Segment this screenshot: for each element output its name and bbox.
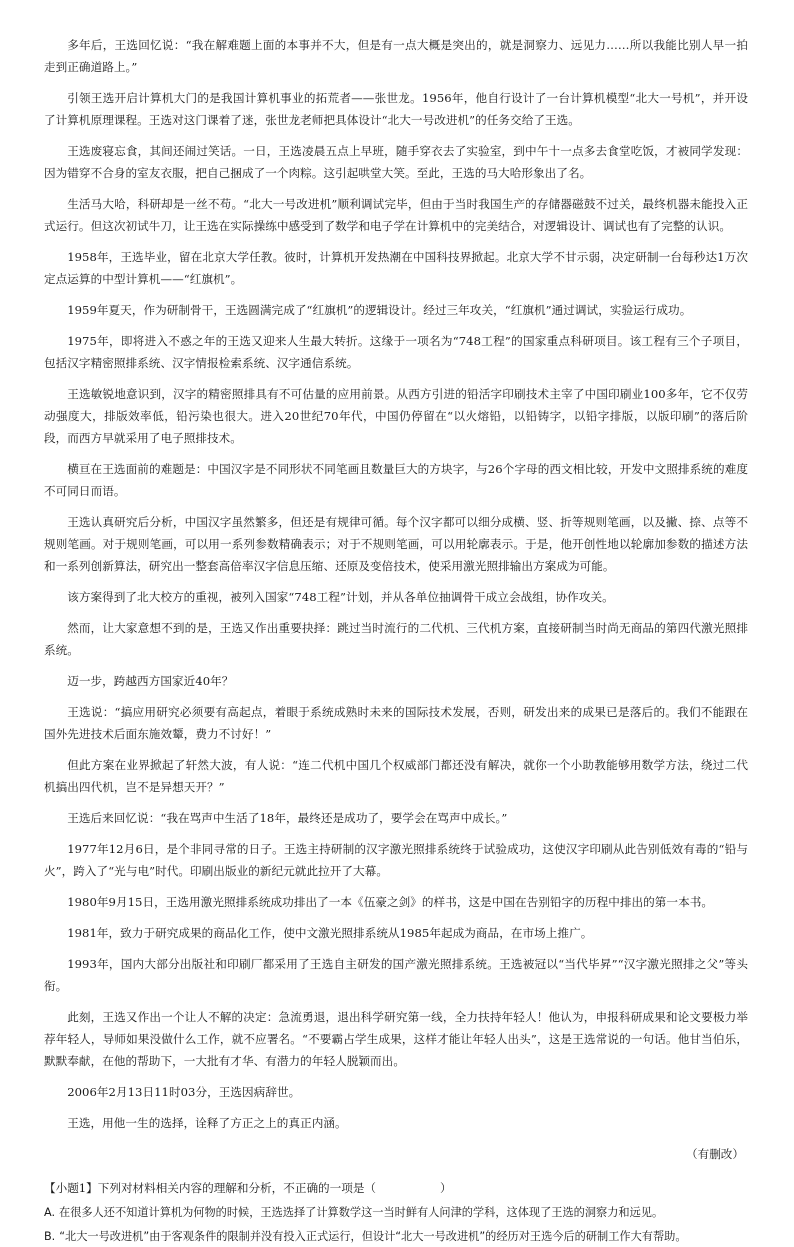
paragraph: 但此方案在业界掀起了轩然大波，有人说：“连二代机中国几个权威部门都还没有解决，就你一个小助教能够用数学方法，绕过二代机搞出四代机，岂不是异想天开？” [44, 758, 748, 794]
paragraph: 然而，让大家意想不到的是，王选又作出重要抉择：跳过当时流行的二代机、三代机方案，直接研制当时尚无商品的第四代激光照排系统。 [44, 621, 748, 657]
paragraph: 王选敏锐地意识到，汉字的精密照排具有不可估量的应用前景。从西方引进的铅活字印刷技术主宰了中国印刷业100多年，它不仅劳动强度大，排版效率低，铅污染也很大。进入20世纪70年代，中国仍停留在“以火熔铅，以铅铸字，以铅字排版，以版印刷”的落后阶段，而西方早就采用了电子照排技术。 [44, 387, 748, 445]
article-body [44, 34, 748, 1247]
option-b [44, 1227, 748, 1247]
paragraph: 1981年，致力于研究成果的商品化工作，使中文激光照排系统从1985年起成为商品，在市场上推广。 [67, 926, 593, 940]
paragraph: 生活马大哈，科研却是一丝不苟。“北大一号改进机”顺利调试完毕，但由于当时我国生产的存储器磁鼓不过关，最终机器未能投入正式运行。但这次初试牛刀，让王选在实际操练中感受到了数学和电子学在计算机中的完美结合，对逻辑设计、调试也有了完整的认识。 [44, 197, 748, 233]
paragraph: 1975年，即将进入不惑之年的王选又迎来人生最大转折。这缘于一项名为“748工程”的国家重点科研项目。该工程有三个子项目，包括汉字精密照排系统、汉字情报检索系统、汉字通信系统。 [44, 334, 748, 370]
paragraph: 1977年12月6日，是个非同寻常的日子。王选主持研制的汉字激光照排系统终于试验成功，这使汉字印刷从此告别低效有毒的“铅与火”，跨入了“光与电”时代。印刷出版业的新纪元就此拉开了大幕。 [44, 842, 748, 878]
paragraph: 1959年夏天，作为研制骨干，王选圆满完成了“红旗机”的逻辑设计。经过三年攻关，“红旗机”通过调试，实验运行成功。 [67, 303, 692, 317]
paragraph: 多年后，王选回忆说：“我在解难题上面的本事并不大，但是有一点大概是突出的，就是洞察力、远见力……所以我能比别人早一拍走到正确道路上。” [44, 38, 748, 74]
paragraph: 2006年2月13日11时03分，王选因病辞世。 [67, 1085, 301, 1099]
option-text: “北大一号改进机”由于客观条件的限制并没有投入正式运行，但设计“北大一号改进机”的经历对王选今后的研制工作大有帮助。 [59, 1230, 687, 1243]
question-stem [44, 1177, 748, 1199]
paragraph: 引领王选开启计算机大门的是我国计算机事业的拓荒者——张世龙。1956年，他自行设计了一台计算机模型“北大一号机”，并开设了计算机原理课程。王选对这门课着了迷，张世龙老师把具体设计“北大一号改进机”的任务交给了王选。 [44, 91, 748, 127]
option-text: 在很多人还不知道计算机为何物的时候，王选选择了计算数学这一当时鲜有人问津的学科，这体现了王选的洞察力和远见。 [59, 1206, 664, 1219]
question-text: 下列对材料相关内容的理解和分析，不正确的一项是（ [97, 1181, 377, 1195]
paragraph: 横亘在王选面前的难题是：中国汉字是不同形状不同笔画且数量巨大的方块字，与26个字母的西文相比较，开发中文照排系统的难度不可同日而语。 [44, 462, 748, 498]
paragraph: 王选认真研究后分析，中国汉字虽然繁多，但还是有规律可循。每个汉字都可以细分成横、竖、折等规则笔画，以及撇、捺、点等不规则笔画。对于规则笔画，可以用一系列参数精确表示；对于不规则笔画，可以用轮廓表示。于是，他开创性地以轮廓加参数的描述方法和一系列创新算法，研究出一整套高倍率汉字信息压缩、还原及变倍技术，使采用激光照排输出方案成为可能。 [44, 515, 748, 573]
option-letter: A. [44, 1206, 56, 1219]
paragraph: 此刻，王选又作出一个让人不解的决定：急流勇退，退出科学研究第一线，全力扶持年轻人！他认为，申报科研成果和论文要极力举荐年轻人，导师如果没做什么工作，就不应署名。“不要霸占学生成果，这样才能让年轻人出头”，这是王选常说的一句话。他甘当伯乐，默默奉献，在他的帮助下，一大批有才华、有潜力的年轻人脱颖而出。 [44, 1010, 748, 1068]
paragraph: 王选，用他一生的选择，诠释了方正之上的真正内涵。 [67, 1116, 347, 1130]
question-text-end: ） [440, 1181, 452, 1195]
paragraph: 该方案得到了北大校方的重视，被列入国家“748工程”计划，并从各单位抽调骨干成立会战组，协作攻关。 [67, 590, 614, 604]
paragraph: 1958年，王选毕业，留在北京大学任教。彼时，计算机开发热潮在中国科技界掀起。北京大学不甘示弱，决定研制一台每秒达1万次定点运算的中型计算机——“红旗机”。 [44, 250, 748, 286]
paragraph: 1980年9月15日，王选用激光照排系统成功排出了一本《伍豪之剑》的样书，这是中国在告别铅字的历程中排出的第一本书。 [67, 895, 714, 909]
option-letter: B. [44, 1230, 56, 1243]
paragraph: 王选后来回忆说：“我在骂声中生活了18年，最终还是成功了，要学会在骂声中成长。” [67, 811, 508, 825]
paragraph: 王选废寝忘食，其间还闹过笑话。一日，王选凌晨五点上早班，随手穿衣去了实验室，到中午十一点多去食堂吃饭，才被同学发现：因为错穿不合身的室友衣服，把自己捆成了一个肉粽。这引起哄堂大笑。至此，王选的马大哈形象出了名。 [44, 144, 748, 180]
option-a [44, 1203, 748, 1223]
paragraph: 1993年，国内大部分出版社和印刷厂都采用了王选自主研发的国产激光照排系统。王选被冠以“当代毕昇”“汉字激光照排之父”等头衔。 [44, 957, 748, 993]
paragraph: 王选说：“搞应用研究必须要有高起点，着眼于系统成熟时未来的国际技术发展，否则，研发出来的成果已是落后的。我们不能跟在国外先进技术后面东施效颦，费力不讨好！” [44, 705, 748, 741]
source-note: （有删改） [686, 1147, 744, 1161]
question-label: 【小题1】 [44, 1181, 98, 1195]
paragraph: 迈一步，跨越西方国家近40年？ [67, 674, 234, 688]
